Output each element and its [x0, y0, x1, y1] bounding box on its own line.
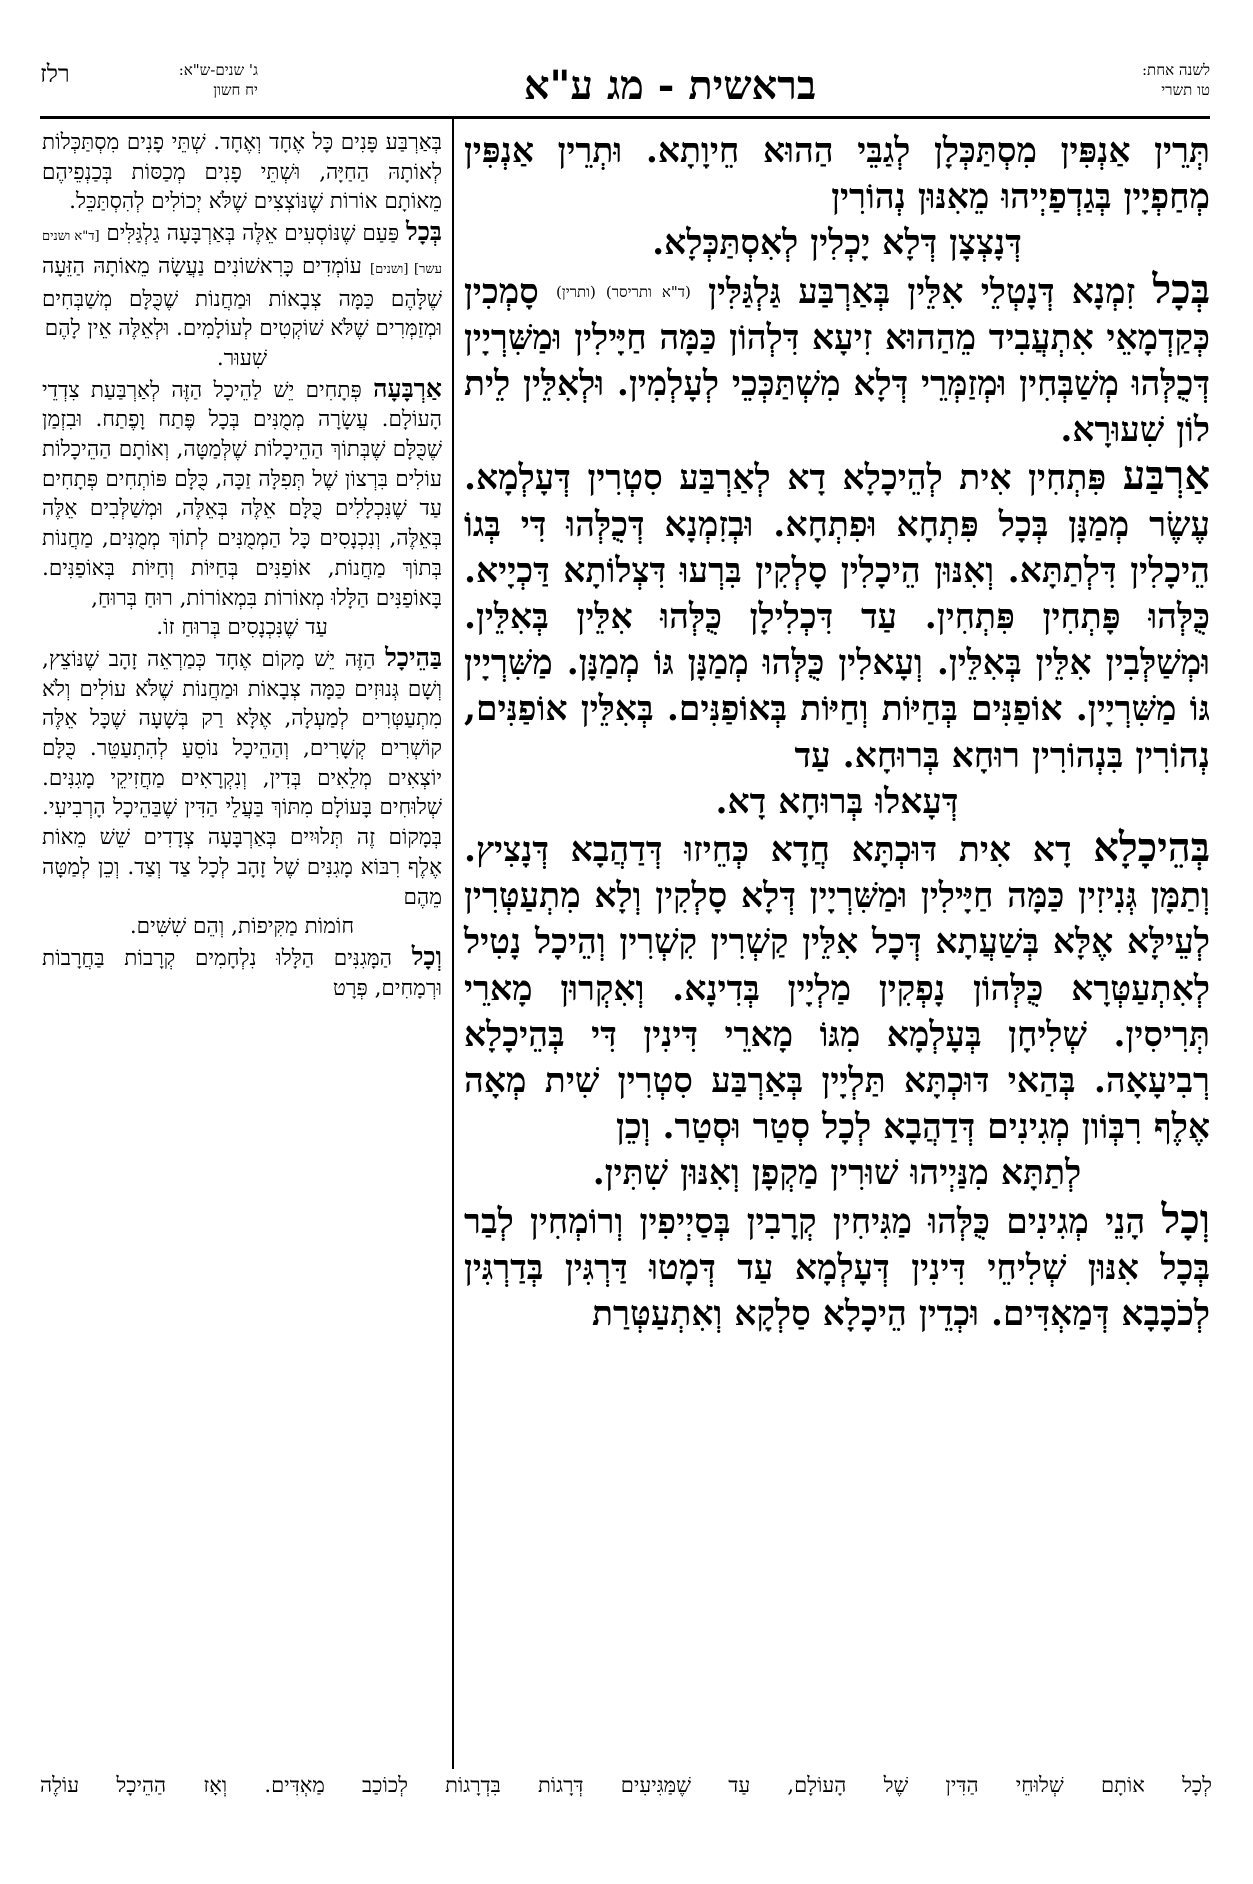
header-left-line: ג' שנים-ש"א:: [178, 61, 258, 79]
paragraph: בְּכָל פַּעַם שֶׁנּוֹסְעִים אֵלֶּה בְּאַרְבָּעָה גַלְגַּלִּים [ד"א ושנים עשר] [ושנים] עוֹמְדִים כָּרִאשׁוֹנִים נַעֲשָׂה מֵאוֹתָהּ הַזֵּעָה שֶׁלָּהֶם כַּמָּה צְבָאוֹת וּמַחֲנוֹת שֶׁכֻּלָּם מְשַׁבְּחִים וּמְזַמְּרִים שֶׁלֹּא שׁוֹקְטִים לְעוֹלָמִים. וּלְאֵלֶּה אֵין לָהֶם: [42, 217, 442, 342]
paragraph-end: לְתַתָּא מִנַּיְיהוּ שׁוּרִין מַקְפָן וְאִנּוּן שִׁתִּין.: [592, 1153, 1082, 1194]
column-divider: [452, 119, 454, 1769]
paragraph-end: חוֹמוֹת מַקִּיפוֹת, וְהֵם שִׁשִּׁים.: [129, 914, 355, 940]
paragraph: בַּהֵיכָל הַזֶּה יֵשׁ מָקוֹם אֶחָד כְּמַרְאֵה זָהָב שֶׁנּוֹצֵץ, וְשָׁם גְּנוּזִים כַּמָּה צְבָאוֹת וּמַחֲנוֹת שֶׁלֹּא עוֹלִים וְלֹא מִתְעַטְּרִים לְמַעְלָה, אֶלָּא רַק בְּשָׁעָה שֶׁכָּל אֵלֶּה קוֹשְׁרִים קְשָׁרִים, וְהַהֵיכָל נוֹסֵעַ לְהִתְעַטֵּר. כֻּלָּם יוֹצְאִים מְלֵאִים בְּדִין, וְנִקְרָאִים מַחֲזִיקֵי מָגִנִּים. שְׁלוּחִים בָּעוֹלָם מִתּוֹךְ בַּעֲלֵי הַדִּין שֶׁבַּהֵיכָל הָרְבִיעִי. בְּמָקוֹם זֶה תְּלוּיִים בְּאַרְבָּעָה צְדָדִים שֵׁשׁ מֵאוֹת אֶלֶף רִבּוֹא מָגִנִּים שֶׁל זָהָב לְכָל צַד וְצַד. וְכֵן לְמַטָּה מֵהֶם: [42, 642, 442, 910]
header-left-dates: [118, 60, 258, 100]
paragraph-end: דְּנָצְצָן דְּלָא יָכְלִין לְאִסְתַּכְּלָא.: [652, 223, 1022, 264]
opening-word: בַּהֵיכָל: [385, 642, 442, 672]
paragraph: בְּהֵיכָלָא דָא אִית דּוּכְתָּא חֲדָא כְּחֵיזוּ דְּדַהֲבָא דְּנָצִיץ. וְתַמָּן גְּנִיזִין כַּמָּה חַיָּילִין וּמַשִּׁרְיָין דְּלָא סָלְקִין וְלָא מִתְעַטְּרִין לְעֵילָּא אֶלָּא בְּשַׁעֲתָא דְּכָל אִלֵּין קַשְׁרִין קִשְׁרִין וְהֵיכָל נָטִיל לְאִתְעַטְּרָא כֻּלְּהוֹן נָפְקִין מַלְיָין בְּדִינָא. וְאִקְרוּן מָארֵי תְּרִיסִין. שְׁלִיחָן בְּעָלְמָא מִגּוֹ מָארֵי דִּינִין דִּי בְּהֵיכָלָא רְבִיעָאָה. בְּהַאי דּוּכְתָּא תַּלְיָין בְּאַרְבַּע סִטְרִין שִׁית מְאָה אֶלֶף רִבְּוֹון מְגִינִים דְּדַהֲבָא לְכָל סְטַר וּסְטַר. וְכֵן: [464, 824, 1210, 1148]
paragraph: וְכָל הָנֵי מְגִינִים כֻּלְּהוּ מַגִּיחִין קְרָבִין בְּסַיְיפִין וְרוֹמְחִין לְבַר בְּכָל אִנּוּן שְׁלִיחֵי דִּינִין דְּעָלְמָא עַד דְּמָטוּ דַּרְגִּין בְּדַרְגִּין לְכֹכָבָא דְּמַאְדִּים. וּכְדֵין הֵיכָלָא סַלְקָא וְאִתְעַטְּרַת: [464, 1195, 1210, 1335]
variant-note: [ד"א ושנים עשר] [ושנים]: [42, 229, 442, 277]
paragraph: בְּכָל זִמְנָא דְּנָטְלֵי אִלֵּין בְּאַרְבַּע גַּלְגַּלִּין (ד"א ותריסר) (ותרין) סָמְכִין כְּקַדְמָאֵי אִתְעֲבִיד מֵהַהוּא זִיעָא דִּלְהוֹן כַּמָּה חַיָּילִין וּמַשִּׁרְיָין דְּכֻלְּהוּ מְשַׁבְּחִין וּמְזַמְּרֵי דְּלָא מִשְׁתַּכְּכֵי לְעָלְמִין. וּלְאִלֵּין לֵית לוֹן שִׁעוּרָא.: [464, 265, 1211, 451]
header-right-dates: [1070, 60, 1210, 100]
opening-word: אַרְבָּעָה: [373, 373, 442, 403]
opening-word: אַרְבַּע: [1122, 452, 1210, 500]
opening-word: וְכָל: [1161, 1195, 1210, 1243]
header-left-line: יח חשון: [213, 81, 258, 99]
header-right-line: לשנה אחת:: [1142, 61, 1210, 79]
footer-continuation-line: לְכָל אוֹתָם שְׁלוּחֵי הַדִּין שֶׁל הָעוֹלָם, עַד שֶׁמַּגִּיעִים דְּרָגוֹת בִּדְרָגוֹת לְכוֹכַב מַאְדִּים. וְאָז הַהֵיכָל עוֹלֶה: [40, 1773, 1212, 1797]
paragraph-end: עַד שֶׁנִּכְנָסִים בְּרוּחַ זוֹ.: [156, 615, 328, 641]
paragraph: וְכָל הַמָּגִנִּים הַלָּלוּ נִלְחָמִים קְרָבוֹת בַּחֲרָבוֹת וּרְמָחִים, פְּרָט: [42, 941, 442, 1001]
variant-note: (ד"א ותריסר) (ותרין): [556, 282, 691, 301]
paragraph: אַרְבָּעָה פְּתָחִים יֵשׁ לַהֵיכָל הַזֶּה לְאַרְבַּעַת צִדְדֵי הָעוֹלָם. עֲשָׂרָה מְמֻנִּים בְּכָל פֶּתַח וָפֶתַח. וּבִזְמַן שֶׁכֻּלָּם שֶׁבְּתוֹךְ הַהֵיכָלוֹת שֶׁלְּמַטָּה, וְאוֹתָם הַהֵיכָלוֹת עוֹלִים בִּרְצוֹן שֶׁל תְּפִלָּה זַכָּה, כֻּלָּם פּוֹתְחִים פְּתָחִים עַד שֶׁנִּכְלָלִים כֻּלָּם אֵלֶּה בְּאֵלֶּה, וּמְשַׁלְּבִים אֵלֶּה בְּאֵלֶּה, וְנִכְנָסִים כָּל הַמְמֻנִּים לְתוֹךְ מְמֻנִּים, מַחֲנוֹת בְּתוֹךְ מַחֲנוֹת, אוֹפַנִּים בְּחַיּוֹת וְחַיּוֹת בְּאוֹפַנִּים. בָּאוֹפַנִּים הַלָּלוּ מְאוֹרוֹת בִּמְאוֹרוֹת, רוּחַ בְּרוּחַ,: [42, 373, 442, 611]
opening-word: בְּכָל: [1152, 265, 1211, 313]
paragraph: אַרְבַּע פִּתְחִין אִית לְהֵיכָלָא דָא לְאַרְבַּע סִטְרִין דְּעָלְמָא. עֶשֶׂר מְמַנָּן בְּכָל פִּתְחָא וּפִתְחָא. וּבְזִמְנָא דְּכֻלְּהוּ דִּי בְּגוֹ הֵיכָלִין דִּלְתַתָּא. וְאִנּוּן הֵיכָלִין סָלְקִין בִּרְעוּ דִּצְלוֹתָא דַּכְיָיא. כֻּלְּהוּ פָּתְחִין פִּתְחִין. עַד דִּכְלִילָן כֻּלְּהוּ אִלֵּין בְּאִלֵּין. וּמְשַׁלְּבִין אִלֵּין בְּאִלֵּין. וְעָאלִין כֻּלְּהוּ מְמַנָּן גּוֹ מְמַנָּן. מַשִּׁרְיָין גּוֹ מַשִּׁרְיָין. אוֹפַנִּים בְּחַיּוֹת וְחַיּוֹת בְּאוֹפַנִּים. בְּאִלֵּין אוֹפַנִּים, נְהוֹרִין בִּנְהוֹרִין רוּחָא בְּרוּחָא. עַד: [464, 452, 1210, 776]
page-title: בראשית - מג ע"א: [523, 62, 817, 109]
paragraph-end: שִׁעוּר.: [216, 345, 268, 371]
header-divider: [40, 116, 1210, 119]
aramaic-column: [464, 128, 1210, 1768]
opening-word: וְכָל: [411, 941, 442, 971]
opening-word: בְּהֵיכָלָא: [1093, 824, 1210, 872]
paragraph: בְּאַרְבַּע פָּנִים כָּל אֶחָד וְאֶחָד. שְׁתֵּי פָנִים מִסְתַּכְּלוֹת לְאוֹתָהּ הַחַיָּה, וּשְׁתֵּי פָנִים מְכַסּוֹת בְּכַנְפֵיהֶם מֵאוֹתָם אוֹרוֹת שֶׁנּוֹצְצִים שֶׁלֹּא יְכוֹלִים לְהִסְתַּכֵּל.: [42, 130, 442, 215]
opening-word: בְּכָל: [406, 217, 442, 247]
page-header: [40, 60, 1210, 112]
header-right-line: טו תשרי: [1161, 81, 1210, 99]
page-number: רלז: [40, 60, 70, 88]
translation-column: [42, 128, 442, 1768]
paragraph: תְּרֵין אַנְפִּין מִסְתַּכְּלָן לְגַבֵּי הַהוּא חֵיוָתָא. וּתְרֵין אַנְפִּין מְחַפְיָין בְּגַדְפַיְיהוּ מֵאִנּוּן נְהוֹרִין: [464, 131, 1210, 218]
paragraph-end: דְּעָאלוּ בְּרוּחָא דָא.: [715, 781, 959, 822]
